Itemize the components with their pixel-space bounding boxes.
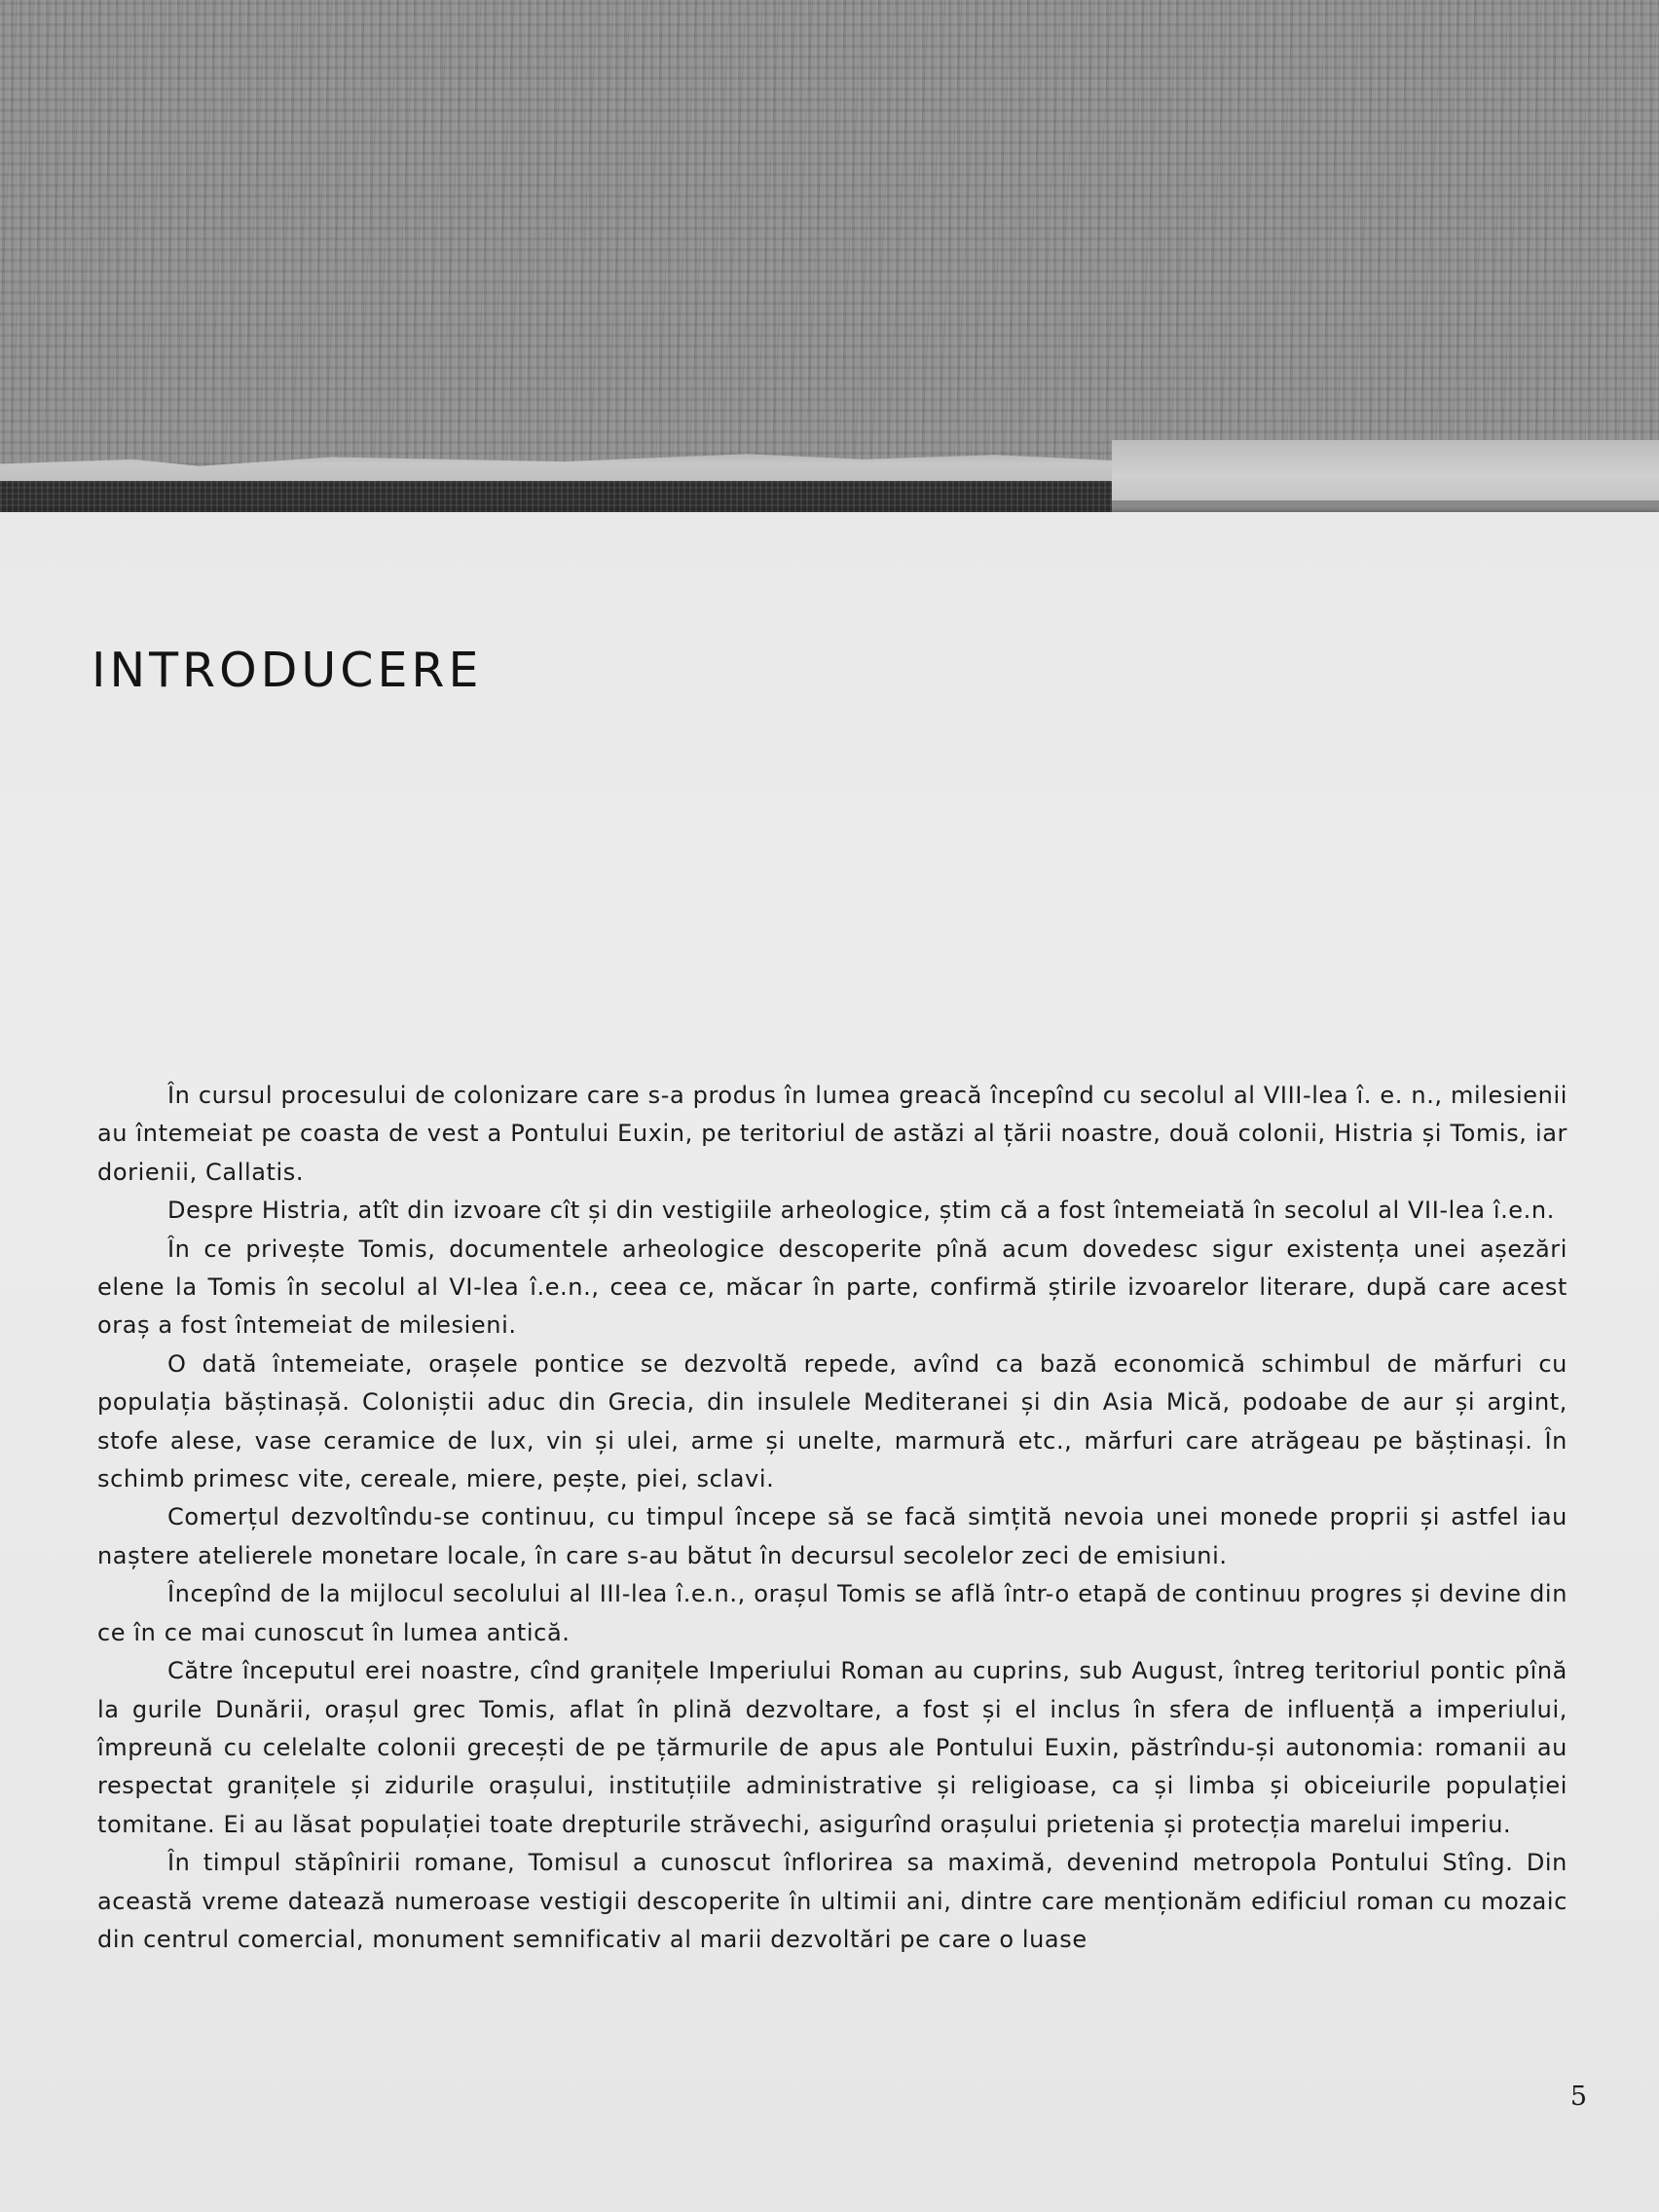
binding-band: [0, 481, 1112, 512]
document-page: [0, 512, 1659, 2212]
paragraph: Despre Histria, atît din izvoare cît și din vestigiile arheologice, știm că a fost întemeiată în secolul al VII-lea î.e.n.: [167, 1197, 1555, 1225]
paragraph: Comerțul dezvoltîndu-se continuu, cu timpul începe să se facă simțită nevoia unei monede proprii și astfel iau naștere atelierele monetare locale, în care s-au bătut în decursul secolelor zeci de emisiuni.: [97, 1503, 1567, 1569]
paragraph: În timpul stăpînirii romane, Tomisul a cunoscut înflorirea sa maximă, devenind metropola Pontului Stîng. Din această vreme datează numeroase vestigii descoperite în ultimii ani, dintre care menționăm edificiul roman cu mozaic din centrul comercial, monument semnificativ al marii dezvoltări pe care o luase: [97, 1849, 1567, 1953]
paragraph: În ce privește Tomis, documentele arheologice descoperite pînă acum dovedesc sigur existența unei așezări elene la Tomis în secolul al VI-lea î.e.n., ceea ce, măcar în parte, confirmă știrile izvoarelor literare, după care acest oraș a fost întemeiat de milesieni.: [97, 1235, 1567, 1340]
page-number: 5: [1569, 2082, 1587, 2112]
body-text: [97, 1077, 1567, 1959]
paragraph: În cursul procesului de colonizare care s-a produs în lumea greacă începînd cu secolul al VIII-lea î. e. n., milesienii au întemeiat pe coasta de vest a Pontului Euxin, pe teritoriul de astăzi al țării noastre, două colonii, Histria și Tomis, iar dorienii, Callatis.: [97, 1082, 1567, 1186]
textured-backdrop: [0, 0, 1659, 487]
page-title: INTRODUCERE: [92, 643, 483, 698]
paragraph: Începînd de la mijlocul secolului al III-lea î.e.n., orașul Tomis se află într-o etapă de continuu progres și devine din ce în ce mai cunoscut în lumea antică.: [97, 1580, 1567, 1646]
paragraph: Către începutul erei noastre, cînd granițele Imperiului Roman au cuprins, sub August, întreg teritoriul pontic pînă la gurile Dunării, orașul grec Tomis, aflat în plină dezvoltare, a fost și el inclus în sfera de influență a imperiului, împreună cu celelalte colonii grecești de pe țărmurile de apus ale Pontului Euxin, păstrîndu-și autonomia: romanii au respectat granițele și zidurile orașului, instituțiile administrative și religioase, ca și limba și obiceiurile populației tomitane. Ei au lăsat populației toate drepturile străvechi, asigurînd orașului prietenia și protecția marelui imperiu.: [97, 1657, 1567, 1838]
paragraph: O dată întemeiate, orașele pontice se dezvoltă repede, avînd ca bază economică schimbul de mărfuri cu populația băștinașă. Coloniștii aduc din Grecia, din insulele Mediteranei și din Asia Mică, podoabe de aur și argint, stofe alese, vase ceramice de lux, vin și ulei, arme și unelte, marmură etc., mărfuri care atrăgeau pe băștinași. În schimb primesc vite, cereale, miere, pește, piei, sclavi.: [97, 1349, 1567, 1493]
light-paper-edge: [1112, 440, 1659, 500]
